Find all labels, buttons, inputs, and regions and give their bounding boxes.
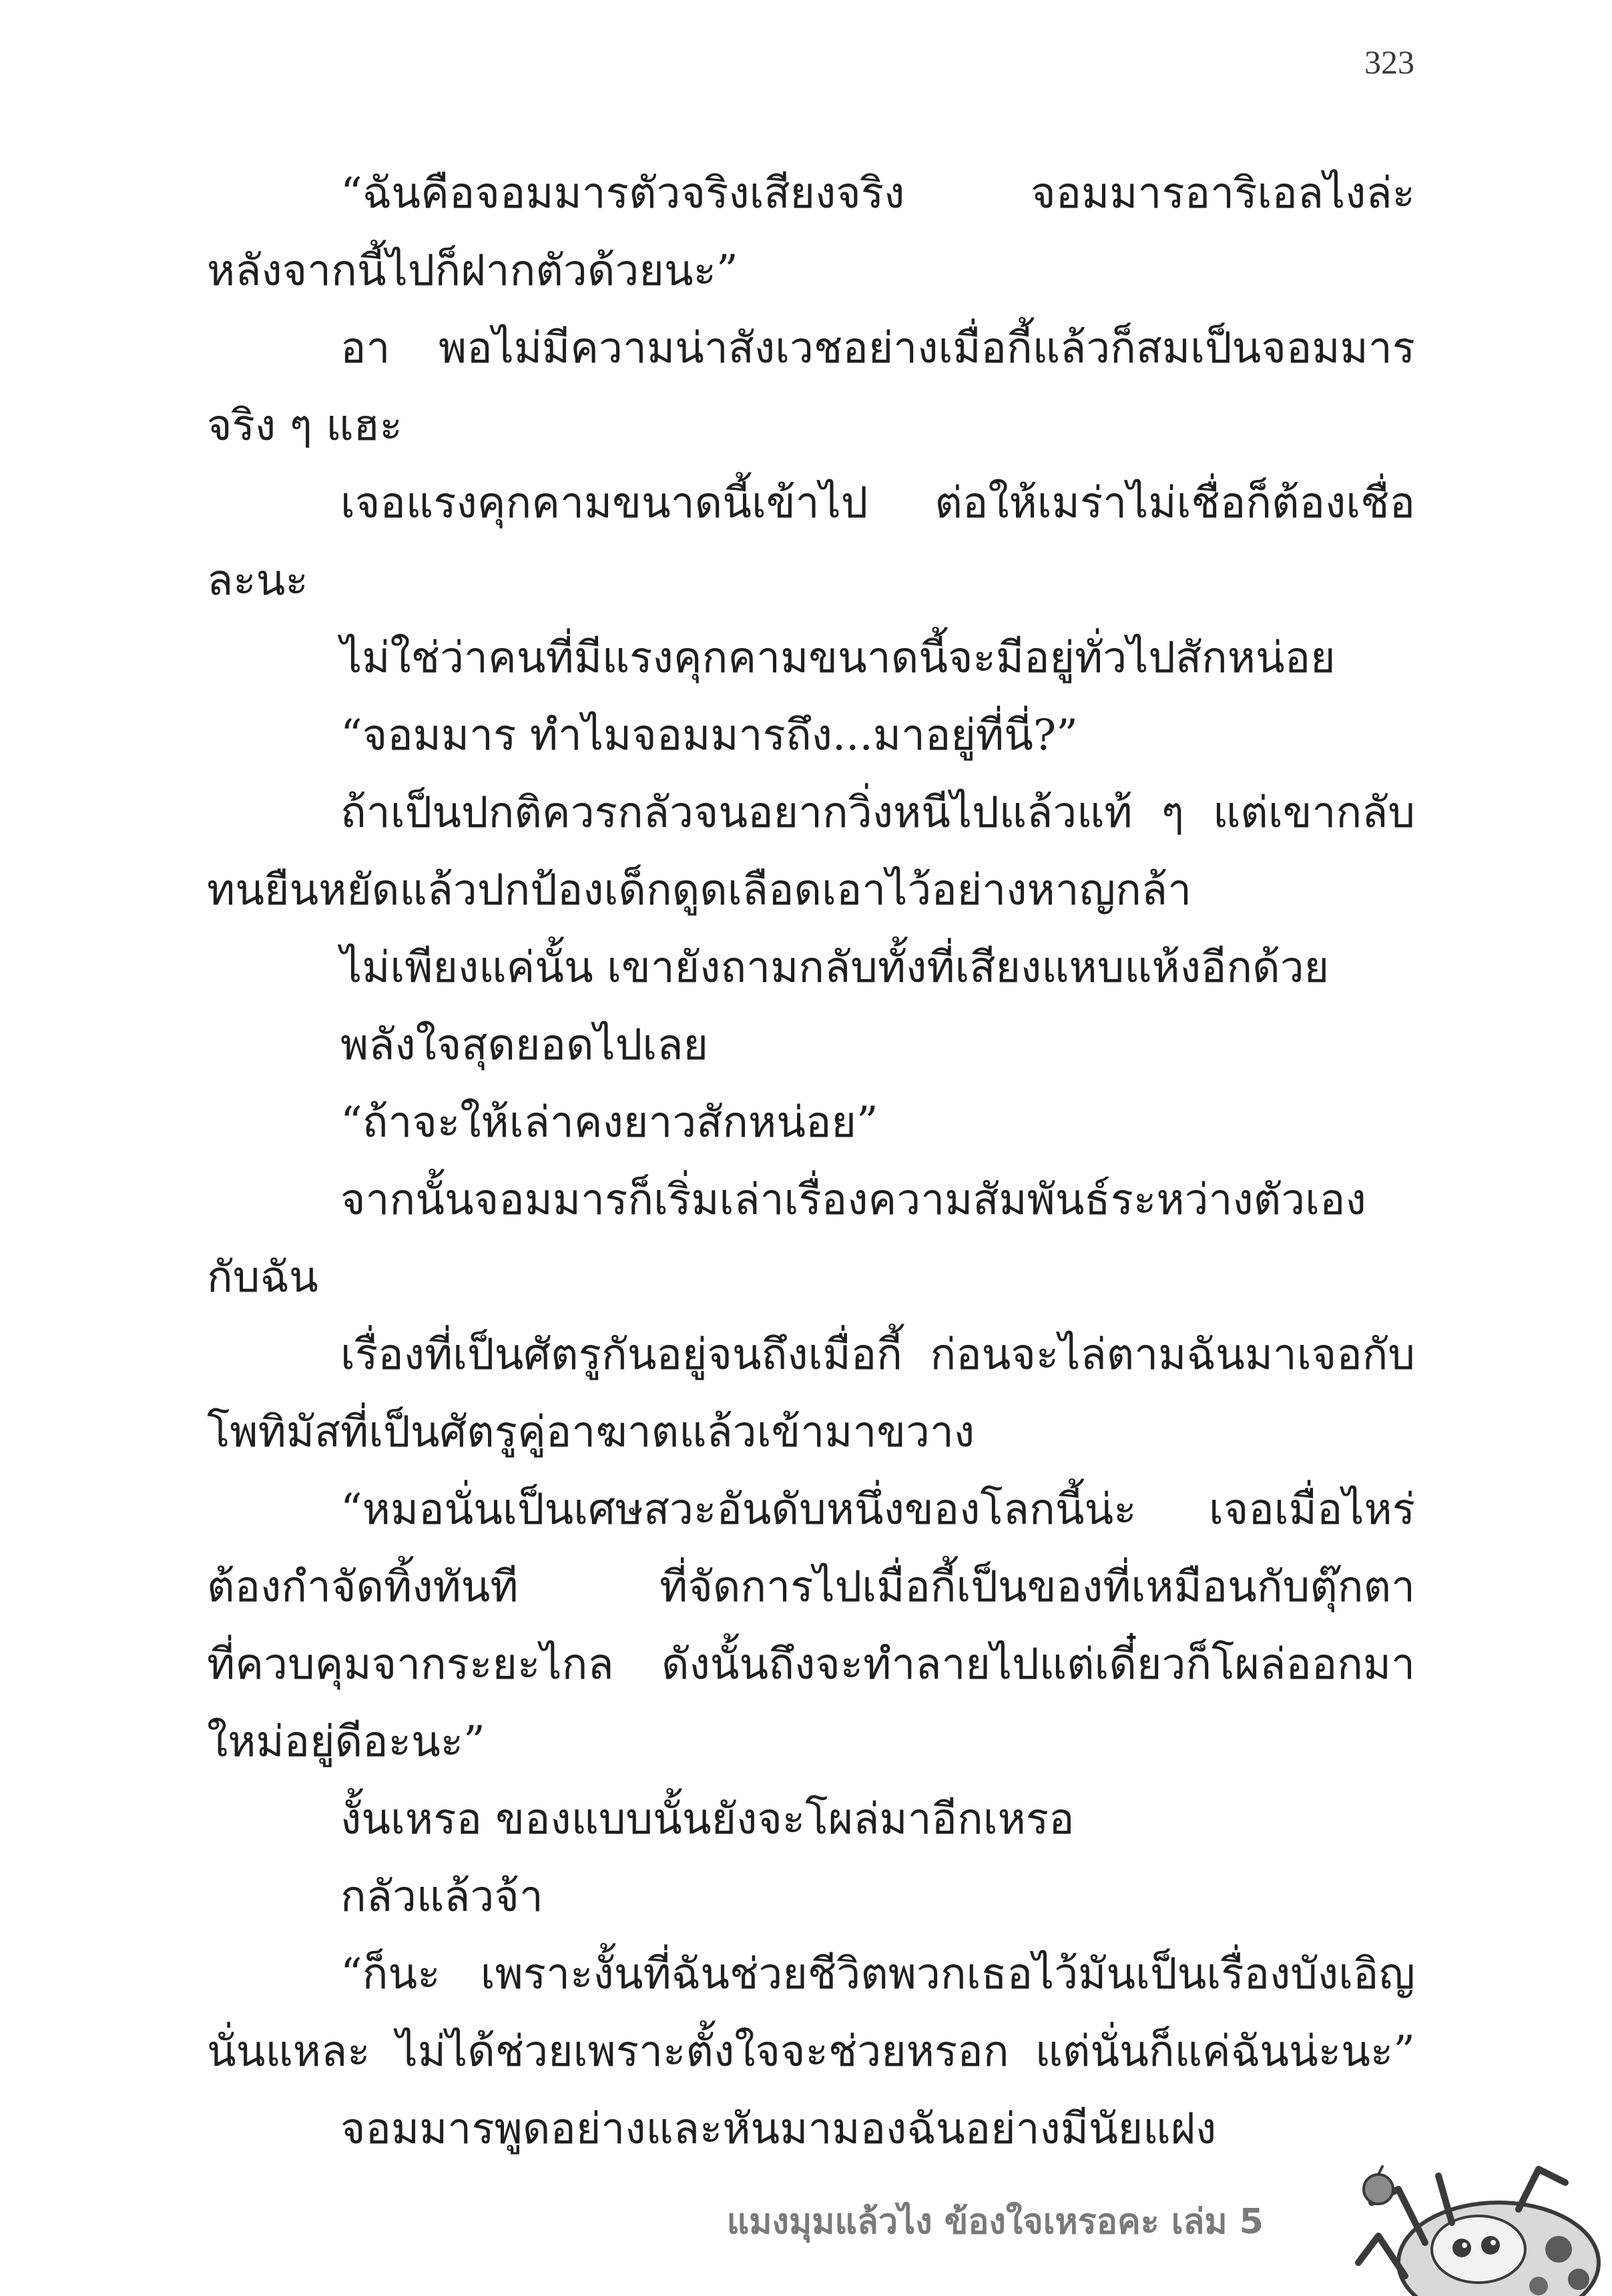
text-line: กับฉัน xyxy=(207,1253,318,1302)
text-line: หลังจากนี้ไปก็ฝากตัวด้วยนะ” xyxy=(207,246,738,296)
text-line: ที่ควบคุมจากระยะไกล ดังนั้นถึงจะทำลายไปแต่เดี๋ยวก็โผล่ออกมา xyxy=(207,1640,1415,1689)
text-line: ไม่เพียงแค่นั้น เขายังถามกลับทั้งที่เสียงแหบแห้งอีกด้วย xyxy=(340,943,1330,992)
page-footer xyxy=(0,2163,1612,2296)
text-line: จากนั้นจอมมารก็เริ่มเล่าเรื่องความสัมพันธ์ระหว่างตัวเอง xyxy=(340,1175,1366,1225)
text-line: กลัวแล้วจ้า xyxy=(340,1872,543,1922)
text-line: ต้องกำจัดทิ้งทันที ที่จัดการไปเมื่อกี้เป็นของที่เหมือนกับตุ๊กตา xyxy=(207,1562,1415,1612)
page-number: 323 xyxy=(1364,43,1414,81)
text-line: ไม่ใช่ว่าคนที่มีแรงคุกคามขนาดนี้จะมีอยู่ทั่วไปสักหน่อย xyxy=(340,633,1336,683)
text-line: ละนะ xyxy=(207,556,308,605)
text-line: “หมอนั่นเป็นเศษสวะอันดับหนึ่งของโลกนี้น่ะ เจอเมื่อไหร่ xyxy=(340,1485,1415,1534)
text-line: “จอมมาร ทำไมจอมมารถึง...มาอยู่ที่นี่?” xyxy=(340,711,1078,760)
spider-character-icon xyxy=(1278,2163,1612,2296)
text-line: ใหม่อยู่ดีอะนะ” xyxy=(207,1717,485,1767)
text-line: เรื่องที่เป็นศัตรูกันอยู่จนถึงเมื่อกี้ ก่อนจะไล่ตามฉันมาเจอกับ xyxy=(340,1330,1415,1380)
text-line: นั่นแหละ ไม่ได้ช่วยเพราะตั้งใจจะช่วยหรอก แต่นั่นก็แค่ฉันน่ะนะ” xyxy=(207,2027,1415,2076)
text-line: “ถ้าจะให้เล่าคงยาวสักหน่อย” xyxy=(340,1098,878,1147)
text-line: “ฉันคือจอมมารตัวจริงเสียงจริง จอมมารอาริเอลไงล่ะ xyxy=(340,169,1415,218)
book-title: แมงมุมแล้วไง ข้องใจเหรอคะ เล่ม 5 xyxy=(726,2202,1264,2242)
text-line: โพทิมัสที่เป็นศัตรูคู่อาฆาตแล้วเข้ามาขวาง xyxy=(207,1408,975,1457)
text-line: พลังใจสุดยอดไปเลย xyxy=(340,1021,708,1070)
text-line: จริง ๆ แฮะ xyxy=(207,401,402,451)
text-line: เจอแรงคุกคามขนาดนี้เข้าไป ต่อให้เมร่าไม่เชื่อก็ต้องเชื่อ xyxy=(340,479,1415,528)
text-line: อา พอไม่มีความน่าสังเวชอย่างเมื่อกี้แล้วก็สมเป็นจอมมาร xyxy=(340,324,1415,373)
text-line: ถ้าเป็นปกติควรกลัวจนอยากวิ่งหนีไปแล้วแท้ ๆ แต่เขากลับ xyxy=(340,788,1415,838)
text-line: “ก็นะ เพราะงั้นที่ฉันช่วยชีวิตพวกเธอไว้มันเป็นเรื่องบังเอิญ xyxy=(340,1950,1415,1999)
text-line: งั้นเหรอ ของแบบนั้นยังจะโผล่มาอีกเหรอ xyxy=(340,1795,1075,1844)
text-line: จอมมารพูดอย่างและหันมามองฉันอย่างมีนัยแฝง xyxy=(340,2104,1217,2154)
text-line: ทนยืนหยัดแล้วปกป้องเด็กดูดเลือดเอาไว้อย่างหาญกล้า xyxy=(207,866,1191,915)
